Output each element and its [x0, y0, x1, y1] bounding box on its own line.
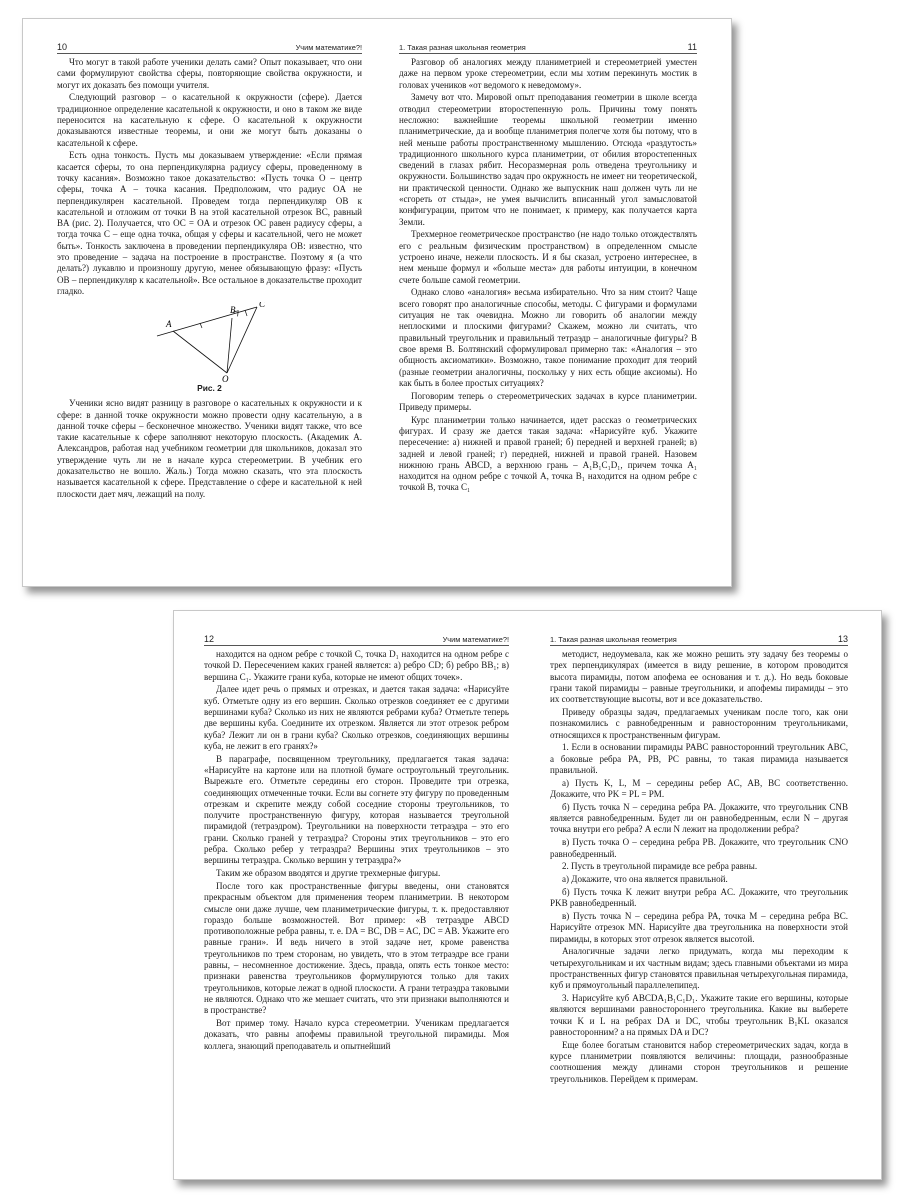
paragraph: в) Пусть точка N – середина ребра PA, точка M – середина ребра BC. Нарисуйте отрезок MN. Нарисуйте два треугольника на поверхности этой пирамиды, в которых этот отрезок является высотой. — [550, 911, 848, 944]
paragraph: Разговор об аналогиях между планиметрией и стереометрией уместен даже на первом уроке стереометрии, если мы хотим перекинуть мостик в головах учеников «от ведомого к неведомому». — [399, 57, 697, 90]
paragraph: Что могут в такой работе ученики делать сами? Опыт показывает, что они сами формулируют свойства сферы, повторяющие свойства окружности, и могут их доказать без помощи учителя. — [57, 57, 362, 90]
paragraph: 1. Если в основании пирамиды PABC равносторонний треугольник ABC, а боковые ребра PA, PB, PC равны, то такая пирамида называется правильной. — [550, 742, 848, 775]
paragraph: в) Пусть точка O – середина ребра PB. Докажите, что треугольник CNO равнобедренный. — [550, 837, 848, 859]
top-spread — [22, 18, 732, 587]
running-head: 1. Такая разная школьная геометрия — [399, 43, 526, 52]
page-header — [204, 633, 509, 646]
paragraph: Следующий разговор – о касательной к окружности (сфере). Дается традиционное определение касательной к окружности, и оно в таком же виде переносится на касательную к сфере. О касательной к окружности доказываются известные теоремы, и они же могут быть доказаны о касательной к сфере. — [57, 92, 362, 148]
running-head: 1. Такая разная школьная геометрия — [550, 635, 677, 644]
paragraph: После того как пространственные фигуры введены, они становятся прекрасным объектом для применения теорем планиметрии. В некотором смысле они даже лучше, чем планиметрические фигуры, т. к. предоставляют гораздо больше возможностей. Вот пример: «В тетраэдре ABCD противоположные ребра равны, т. е. DA = BC, DB = AC, DC = AB. Укажите его равные грани». И ведь ничего в этой задаче нет, кроме равенства треугольников по трем сторонам, но увидеть, что в этом тетраэдре все грани равны, – несомненное достижение. Здесь, правда, опять есть тонкое место: признаки равенства треугольников формулируются только для таких треугольников, которые лежат в одной плоскости. А грани тетраэдра таковыми не являются. Однако что же мешает считать, что эти признаки выполняются и в пространстве? — [204, 880, 509, 1016]
page-number: 12 — [204, 634, 215, 644]
page-11 — [399, 19, 697, 586]
paragraph: 2. Пусть в треугольной пирамиде все ребра равны. — [562, 861, 758, 872]
page-10 — [57, 19, 362, 586]
running-head: Учим математике?! — [295, 43, 362, 52]
text-block — [204, 649, 509, 1052]
paragraph: б) Пусть точка K лежит внутри ребра AC. Докажите, что треугольник PKB равнобедренный. — [550, 886, 848, 909]
page-body — [204, 649, 509, 1173]
page-body — [550, 649, 848, 1173]
paragraph: а) Пусть K, L, M – середины ребер AC, AB, BC соответственно. Докажите, что PK = PL = PM. — [550, 777, 848, 800]
paragraph: Еще более богатым становится набор стереометрических задач, когда в курсе планиметрии появляются величины: площади, разнообразные соотношения между длинами сторон треугольников и решение треугольников. Перейдем к примерам. — [550, 1039, 848, 1084]
page-13 — [550, 611, 848, 1179]
paragraph: Далее идет речь о прямых и отрезках, и дается такая задача: «Нарисуйте куб. Отметьте одну из его вершин. Сколько отрезков соединяет ее с другими вершинами куба? Сколько из них не являются ребрами куба? Отметьте теперь две вершины куба. Соедините их отрезком. Является ли этот отрезок ребром куба? Лежит ли он в грани куба? Сколько отрезков, соединяющих вершины куба, не лежит в его гранях?» — [204, 684, 509, 751]
figure-2 — [57, 302, 362, 394]
paragraph: Поговорим теперь о стереометрических задачах в курсе планиметрии. Приведу примеры. — [399, 390, 697, 412]
paragraph: Аналогичные задачи легко придумать, когда мы переходим к четырехугольникам и их частным видам; здесь главными объектами из мира пространственных фигур становятся правильная четырехугольная пирамида, куб и прямоугольный параллелепипед. — [550, 946, 848, 991]
paragraph: Есть одна тонкость. Пусть мы доказываем утверждение: «Если прямая касается сферы, то она перпендикулярна радиусу сферы, проведенному в точку касания». Возможно такое доказательство: «Пусть точка O – центр сферы, точка A – точка касания. Предположим, что радиус OA не перпендикулярен касательной. Проведем тогда перпендикуляр OB к касательной и отложим от точки B на этой касательной отрезок BC, равный BA (рис. 2). Получается, что OC = OA и отрезок OC равен радиусу сферы, а тогда точка C – еще одна точка, общая у сферы и касательной, чего не может быть». Тонкость заключена в проведении перпендикуляра OB: известно, что это проведение – задача на построение в пространстве. Поэтому я (а что делать?) лукавлю и произношу другую, менее обязывающую фразу: «Пусть OB – перпендикуляр к касательной». Все остальное в доказательстве проходит гладко. — [57, 150, 362, 296]
text-block — [57, 57, 362, 297]
paragraph: Замечу вот что. Мировой опыт преподавания геометрии в школе всегда отводил стереометрии второстепенную роль. Причины тому понять несложно: важнейшие теоремы школьной геометрии именно планиметрические, да и вообще планиметрия полегче хотя бы потому, что в ней меньше работы пространственному мышлению. Отсюда «раздутость» традиционного школьного курса планиметрии, от обилия второстепенных сведений в глазах рябит. Несоразмерная роль отведена треугольнику и окружности. Большинство задач про окружность не имеет ни теоретической, ни практической ценности. Однако же выпускник наш должен чуть ли не «сгореть от стыда», не умея вычислить вписанный угол замысловатой конфигурации, притом что не понимает, к примеру, как получается карта Земли. — [399, 92, 697, 227]
page-header — [550, 633, 848, 646]
text-block — [399, 57, 697, 494]
figure-caption: Рис. 2 — [197, 382, 222, 393]
text-block — [550, 649, 848, 1085]
page-body — [57, 57, 362, 580]
page-12 — [204, 611, 509, 1179]
page-number: 13 — [837, 634, 848, 644]
page-number: 10 — [57, 42, 68, 52]
paragraph: Ученики ясно видят разницу в разговоре о касательных к окружности и к сфере: в данной точке окружности можно провести одну касательную, а в данной точке сферы – бесконечное множество. Ученики видят также, что все такие касательные к сфере заполняют некоторую плоскость. (Академик А. Александров, работая над учебником геометрии для школьников, доказал это утверждение чуть ли не в начале курса стереометрии. В учебник его доказательство не вошло. Жаль.) Тогда можно сказать, что эта плоскость называется касательной к сфере. Представление о сфере и касательной к ней плоскости дает мяч, лежащий на полу. — [57, 398, 362, 499]
label-o: O — [222, 374, 229, 383]
bottom-spread — [173, 610, 882, 1180]
paragraph: 3. Нарисуйте куб ABCDA₁B₁C₁D₁. Укажите такие его вершины, которые являются вершинами равностороннего треугольника. Какие вы выберете точки K и L на ребрах DA и DC, чтобы треугольник B₁KL оказался равносторонним? а на прямых DA и DC? — [550, 993, 848, 1037]
paragraph: Трехмерное геометрическое пространство (не надо только отождествлять его с реальным физическим пространством) в определенном смысле устроено иначе, нежели плоскость. И я бы сказал, устроено интереснее, в нем меньше формул и «больше места» для работы интуиции, в конечном счете больше самой геометрии. — [399, 229, 697, 285]
paragraph: Курс планиметрии только начинается, идет рассказ о геометрических фигурах. И сразу же дается такая задача: «Нарисуйте куб. Укажите пересечение: а) нижней и правой граней; б) передней и верхней граней; в) задней и левой граней; г) передней, нижней и правой граней. Назовем нижнюю грань ABCD, а верхнюю грань – A₁B₁C₁D₁, причем точка A₁ находится на одном ребре с точкой A, точка B₁ находится на одном ребре с точкой B, точка C₁ — [399, 414, 697, 493]
page-body — [399, 57, 697, 580]
label-b: B — [230, 305, 236, 316]
paragraph: находится на одном ребре с точкой C, точка D₁ находится на одном ребре с точкой D. Пересечением каких граней является: а) ребро CD; б) ребро BB₁; в) вершина C₁. Укажите грани куба, которые не имеют общих точек». — [204, 649, 509, 682]
page-header — [57, 41, 362, 54]
paragraph: методист, недоумевала, как же можно решить эту задачу без теоремы о трех перпендикулярах (имеется в виду решение, в котором проводится высота пирамиды, потом апофема ее основания и т. д.). Но ведь боковые грани такой пирамиды – равные треугольники, и апофемы пирамиды – это их соответствующие высоты, вот и все доказательство. — [550, 649, 848, 705]
running-head: Учим математике?! — [442, 635, 509, 644]
paragraph: Приведу образцы задач, предлагаемых ученикам после того, как они познакомились с равнобедренным и равносторонним треугольниками, относящихся к пространственным фигурам. — [550, 706, 848, 740]
paragraph: Вот пример тому. Начало курса стереометрии. Ученикам предлагается доказать, что равны апофемы правильной треугольной пирамиды. Моя коллега, знающий преподаватель и опытнейший — [204, 1018, 509, 1051]
tangent-diagram — [57, 302, 362, 382]
paragraph: В параграфе, посвященном треугольнику, предлагается такая задача: «Нарисуйте на картоне или на плотной бумаге остроугольный треугольник. Вырежьте его. Отметьте середины его сторон. Проведите три отрезка, соединяющих отмеченные точки. Если вы согнете эту фигуру по проведенным отрезкам и скрепите между собой соседние стороны треугольников, то получите пространственную фигуру, которая называется треугольной пирамидой (тетраэдром). Треугольники на поверхности тетраэдра – это его грани. Сколько граней у тетраэдра? Стороны этих треугольников – это его ребра. Сколько ребер у тетраэдра? Вершины этих треугольников – это вершины тетраэдра. Сколько вершин у тетраэдра?» — [204, 753, 509, 866]
paragraph: а) Докажите, что она является правильной. — [562, 874, 728, 885]
page-number: 11 — [687, 42, 697, 52]
label-a: A — [166, 319, 172, 330]
paragraph: б) Пусть точка N – середина ребра PA. Докажите, что треугольник CNB является равнобедренным. Будет ли он равнобедренным, если N – другая точка внутри его ребра? А если N лежит на продолжении ребра? — [550, 801, 848, 835]
text-block — [57, 398, 362, 500]
paragraph: Однако слово «аналогия» весьма избирательно. Что за ним стоит? Чаще всего говорят про аналогичные способы, методы. С фигурами и формулами ситуация не так очевидна. Можно ли говорить об аналогии между неплоскими и плоскими фигурами? Скажем, можно ли считать, что правильный треугольник и правильный тетраэдр – аналогичные фигуры? В свое время В. Болтянский сформулировал примерно так: «Аналогия – это общность аксиоматики». Возможно, такое понимание проходит для теорий (разные геометрии аналогичны, поскольку у них есть общие аксиомы). Но как быть в более простых ситуациях? — [399, 287, 697, 388]
paragraph: Таким же образом вводятся и другие трехмерные фигуры. — [216, 868, 441, 879]
label-c: C — [259, 302, 266, 310]
page-header — [399, 41, 697, 54]
